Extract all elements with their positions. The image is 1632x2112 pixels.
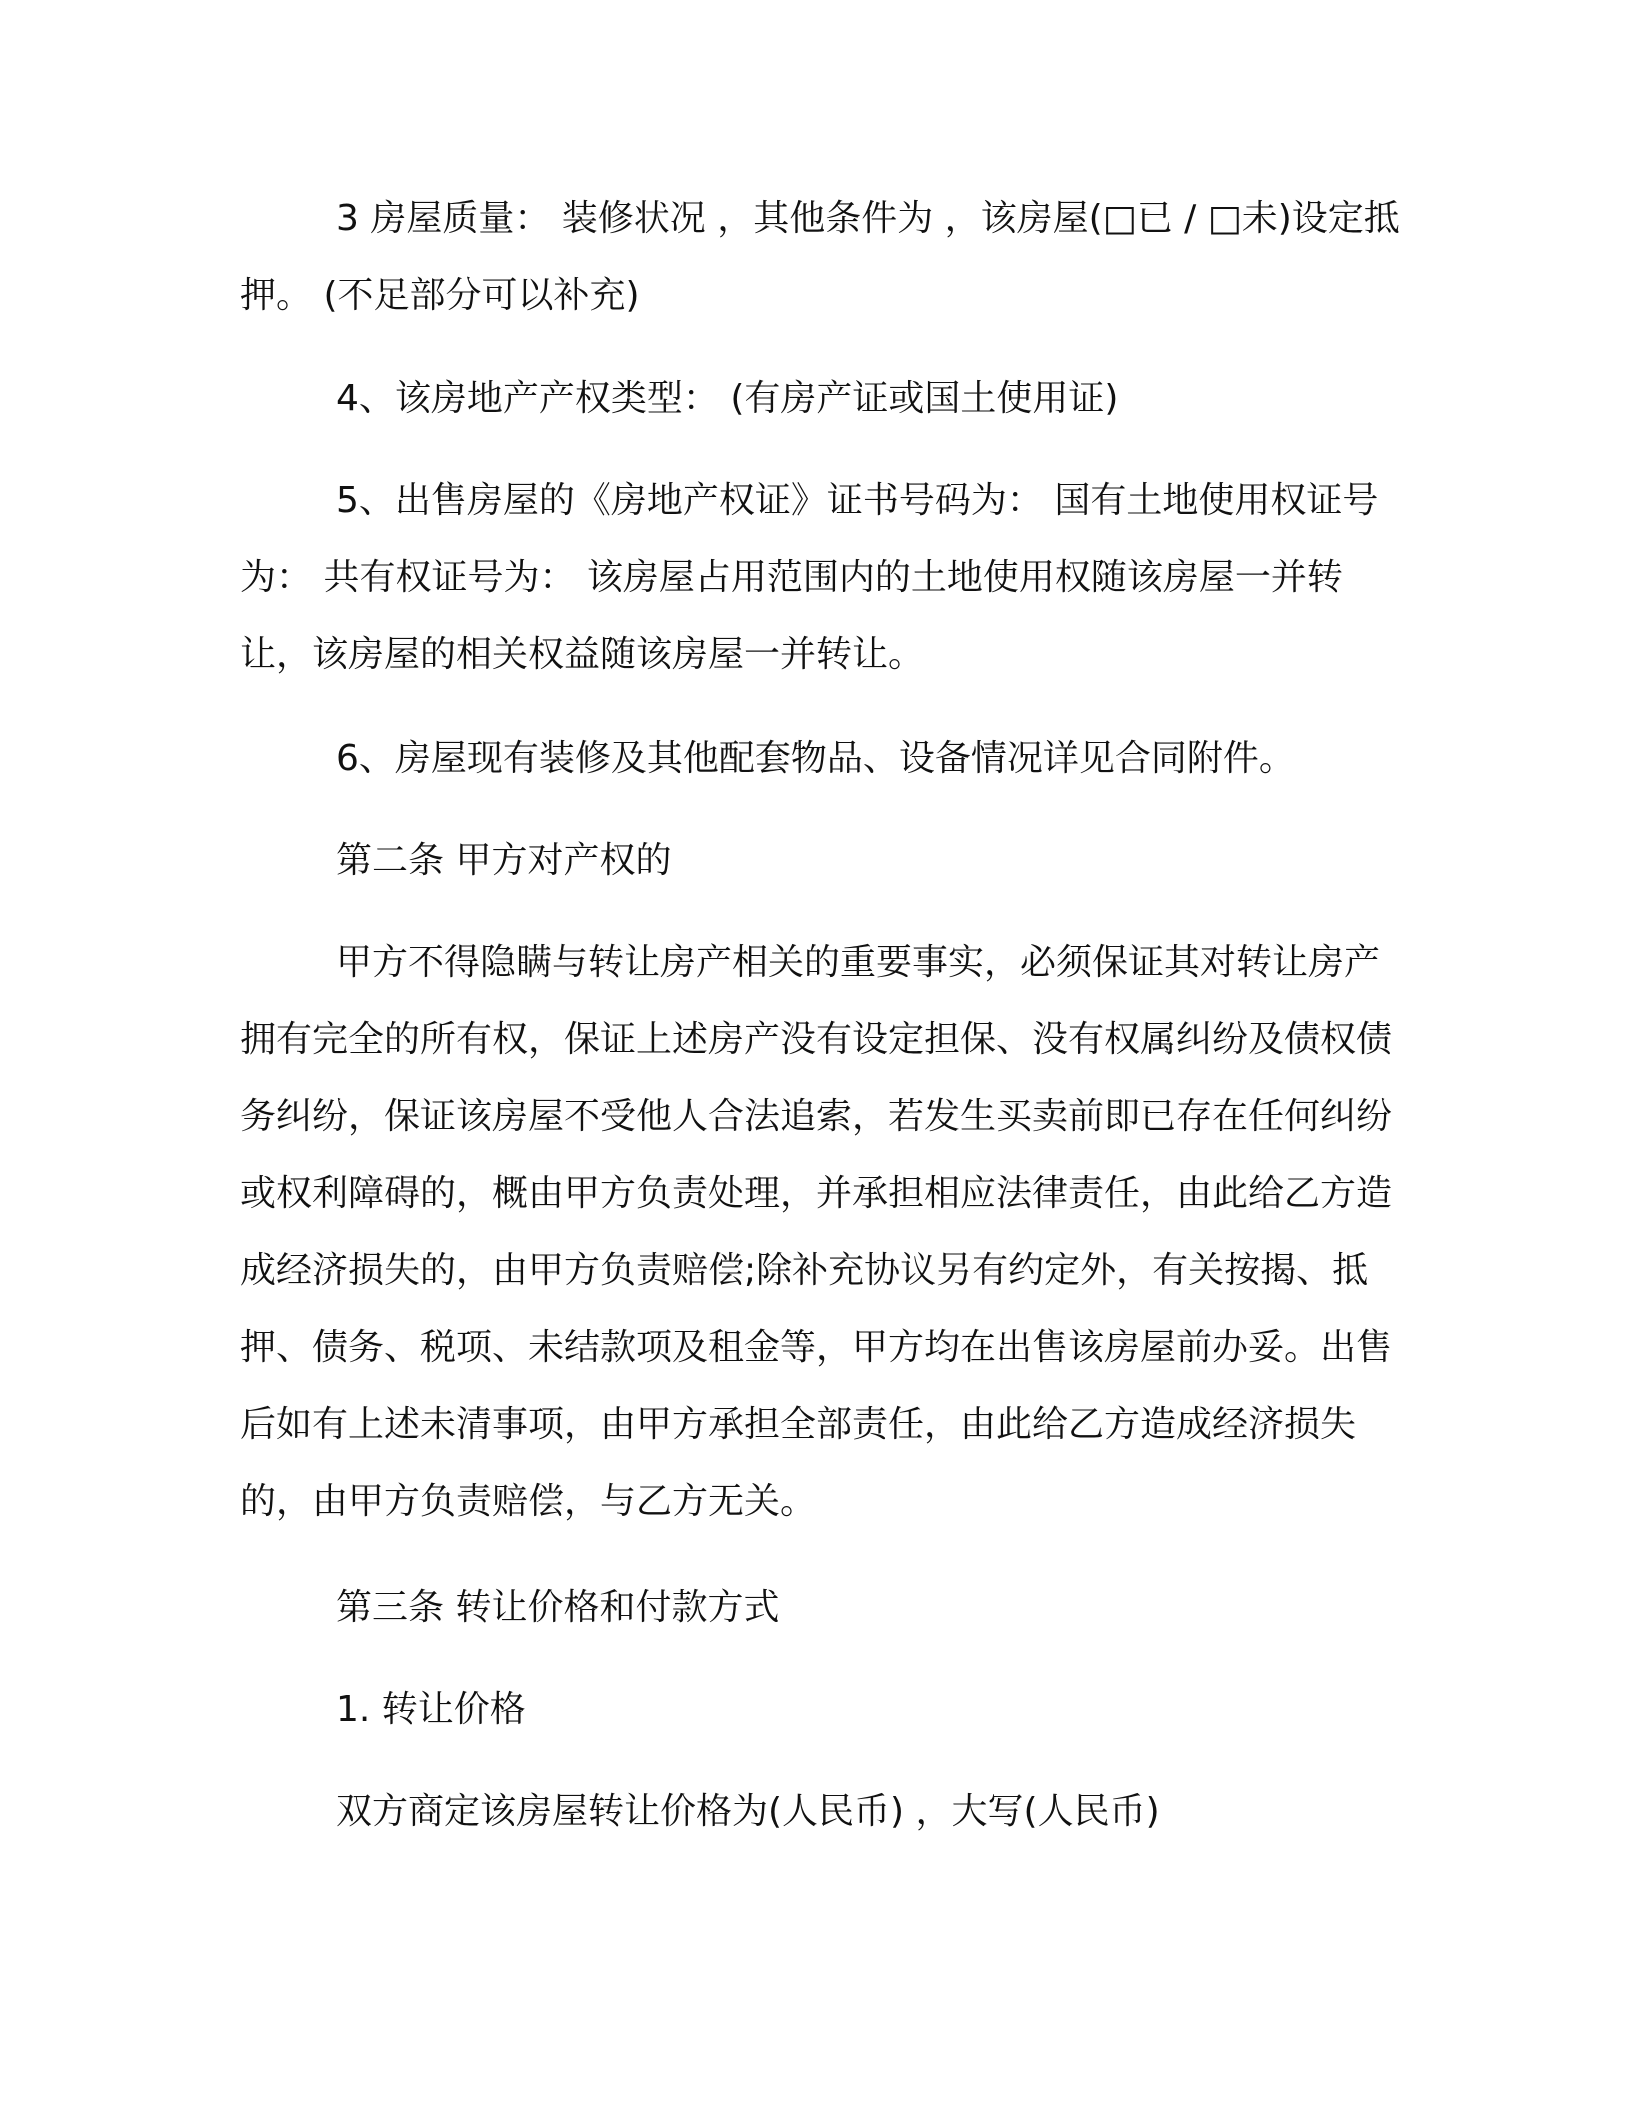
subheading-transfer-price: 1. 转让价格 [336,1689,526,1730]
paragraph-party-a-guarantees: 甲方不得隐瞒与转让房产相关的重要事实，必须保证其对转让房产拥有完全的所有权，保证上述房产没有设定担保、没有权属纠纷及债权债务纠纷，保证该房屋不受他人合法追索，若发生买卖前即已存在任何纠纷或权利障碍的，概由甲方负责处理，并承担相应法律责任，由此给乙方造成经济损失的，由甲方负责赔偿;除补充协议另有约定外，有关按揭、抵押、债务、税项、未结款项及租金等，甲方均在出售该房屋前办妥。出售后如有上述未清事项，由甲方承担全部责任，由此给乙方造成经济损失的，由甲方负责赔偿，与乙方无关。 [240,942,1393,1522]
paragraph-decoration-attachments: 6、房屋现有装修及其他配套物品、设备情况详见合同附件。 [336,738,1295,779]
paragraph-certificate-numbers: 5、出售房屋的《房地产权证》证书号码为： 国有土地使用权证号为： 共有权证号为： 该房屋占用范围内的土地使用权随该房屋一并转让，该房屋的相关权益随该房屋一并转让。 [240,480,1379,675]
article-three-heading: 第三条 转让价格和付款方式 [336,1587,780,1628]
article-two-heading: 第二条 甲方对产权的 [336,840,672,881]
paragraph-house-quality: 3 房屋质量： 装修状况 ，其他条件为 ，该房屋(□已 / □未)设定抵押。 (不足部分可以补充) [240,198,1400,316]
paragraph-property-type: 4、该房地产产权类型： (有房产证或国土使用证) [336,378,1119,419]
paragraph-price-agreement: 双方商定该房屋转让价格为(人民币) ，大写(人民币) [336,1791,1160,1832]
